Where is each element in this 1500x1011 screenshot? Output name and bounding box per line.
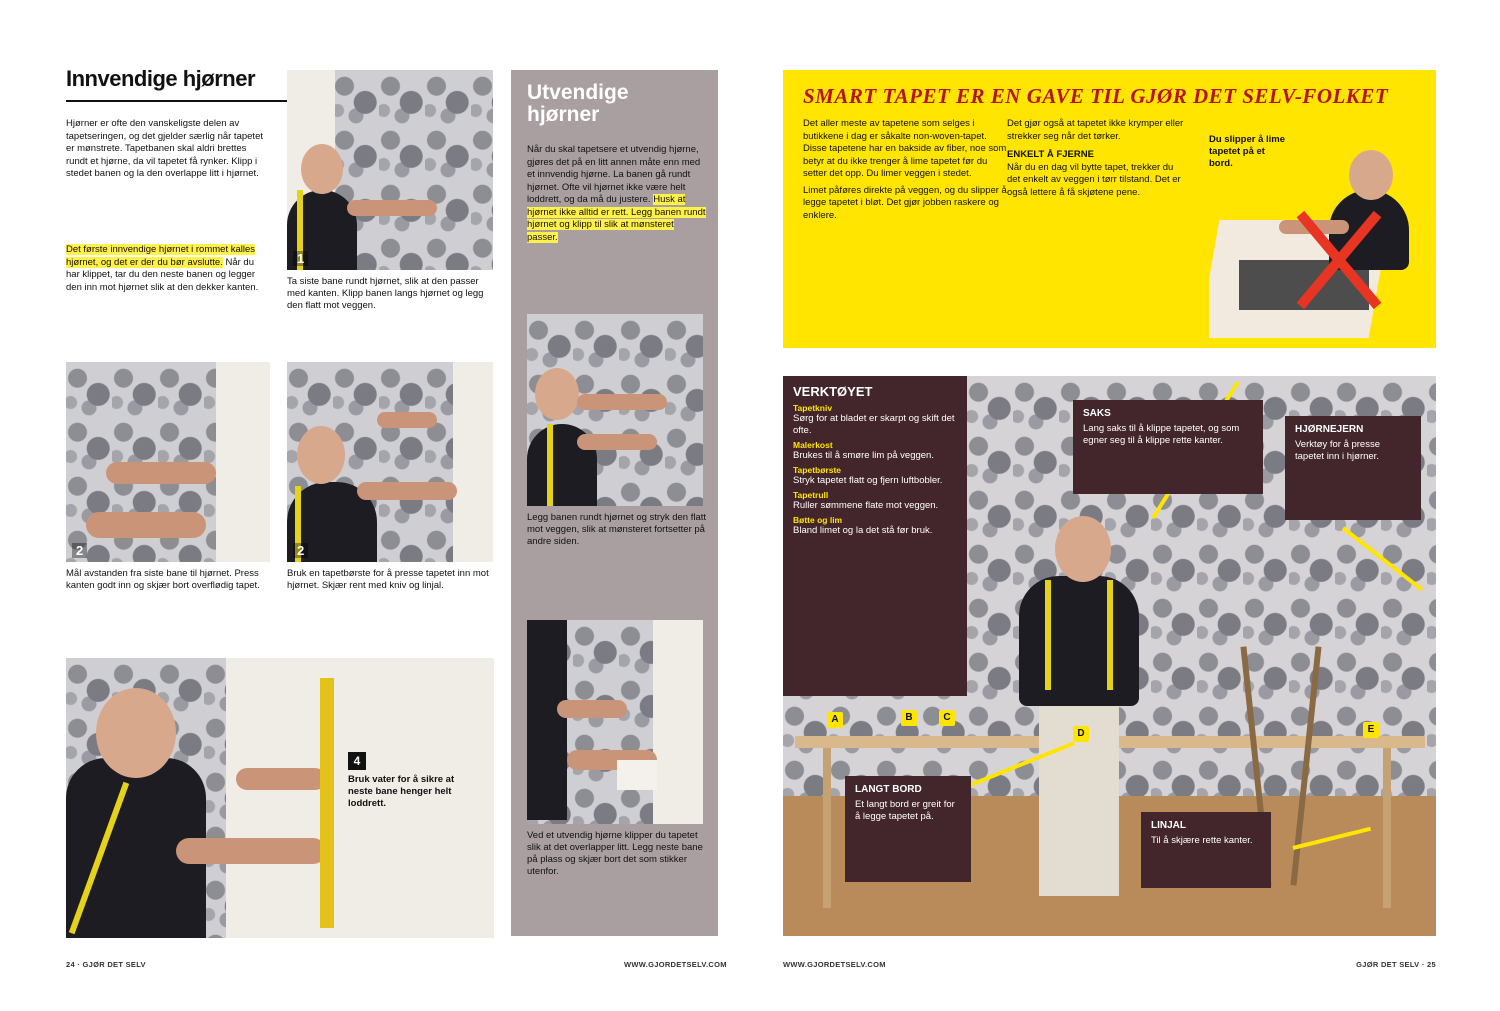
intro-paragraph: Hjørner er ofte den vanskeligste delen av tapetseringen, og det gjelder særlig når tapetet er mønstrete. Tapetbanen skal aldri brettes rundt et hjørne, da vil tapetet få rynker. Klipp i stedet banen og la den overlappe litt i hjørnet. [66, 118, 263, 179]
long-table-text: Et langt bord er greit for å legge tapetet på. [855, 799, 955, 822]
corner-tool-box [1285, 416, 1421, 520]
outside-caption-2: Ved et utvendig hjørne klipper du tapetet slik at det overlapper litt. Legg neste bane på plass og skjær bort det som stikker utenfor. [527, 830, 703, 877]
step2a-number: 2 [72, 543, 87, 558]
tool-desc: Bland limet og la det stå før bruk. [793, 525, 933, 536]
outside-corners-title: Utvendige hjørner [527, 81, 629, 126]
outside-caption-1: Legg banen rundt hjørnet og stryk den flatt mot veggen, slik at mønsteret fortsetter på andre siden. [527, 512, 707, 547]
yellow-col2-subhead: ENKELT Å FJERNE [1007, 149, 1094, 160]
yellow-col1-para2: Limet påføres direkte på veggen, og du slipper å legge tapetet i bløt. Det gjør jobben raskere og enklere. [803, 184, 1007, 221]
step4-number: 4 [348, 752, 366, 770]
step4-caption: Bruk vater for å sikre at neste bane henger helt loddrett. [348, 774, 455, 809]
intro-highlight: Det første innvendige hjørnet i rommet kalles hjørnet, og det er der du bør avslutte. [66, 244, 256, 268]
tool-name: Tapetrull [793, 490, 829, 500]
step1-photo [287, 70, 493, 270]
ruler-box [1141, 812, 1271, 888]
right-footer-left: WWW.GJORDETSELV.COM [783, 960, 886, 969]
yellow-col2-para2: Når du en dag vil bytte tapet, trekker du det enkelt av veggen i tørr tilstand. Det er også lettere å få skjøtene pene. [1007, 161, 1181, 198]
scissors-box [1073, 400, 1263, 494]
left-footer: 24 · GJØR DET SELV [66, 960, 146, 969]
tools-photo [783, 376, 1436, 936]
title-rule [66, 100, 288, 102]
gluing-table-photo [1209, 110, 1435, 348]
right-footer-right: GJØR DET SELV · 25 [1356, 960, 1436, 969]
long-table-title: LANGT BORD [855, 784, 922, 795]
outside-photo-1 [527, 314, 703, 506]
scissors-title: SAKS [1083, 408, 1111, 419]
step4-photo [66, 658, 494, 938]
tool-desc: Stryk tapetet flatt og fjern luftbobler. [793, 475, 943, 486]
tool-item-d [793, 490, 957, 512]
intro-tail: Når du har klippet, tar du den neste banen og legger den inn mot hjørnet slik at den dekker kanten. [66, 256, 259, 293]
step2b-caption: Bruk en tapetbørste for å presse tapetet inn mot hjørnet. Skjær rent med kniv og linjal. [287, 568, 489, 591]
yellow-col1-para1: Det aller meste av tapetene som selges i butikkene i dag er såkalte non-woven-tapet. Disse tapetene har en bakside av fiber, noe som betyr at du ikke trenger å lime tapetet før du setter det opp. Du limer veggen i stedet. [803, 118, 1007, 179]
step2a-photo [66, 362, 270, 562]
yellow-photo-caption: Du slipper å lime tapetet på et bord. [1209, 134, 1286, 169]
outside-intro-1: Når du skal tapetsere et utvendig hjørne, gjøres det på en litt annen måte enn med et innvendig hjørne. La banen gå rundt hjørnet. [527, 144, 701, 193]
corner-tool-title: HJØRNEJERN [1295, 424, 1364, 435]
outside-intro-2: Ofte vil hjørnet ikke være helt loddrett, og da må du justere. [527, 181, 686, 205]
tools-title: VERKTØYET [793, 384, 873, 399]
corner-tool-text: Verktøy for å presse tapetet inn i hjørner. [1295, 439, 1381, 462]
red-x-icon [1279, 200, 1399, 320]
scissors-text: Lang saks til å klippe tapetet, og som egner seg til å klippe rette kanter. [1083, 423, 1240, 446]
step2b-photo [287, 362, 493, 562]
tool-name: Tapetkniv [793, 403, 833, 413]
tool-name: Tapetbørste [793, 465, 842, 475]
tool-item-a [793, 403, 957, 437]
smart-wallpaper-headline: SMART TAPET ER EN GAVE TIL GJØR DET SELV-FOLKET [803, 84, 1389, 108]
outside-highlight: Husk at hjørnet ikke alltid er rett. Legg banen rundt hjørnet og klipp til slik at mønsteret passer. [527, 194, 706, 243]
tool-desc: Sørg for at bladet er skarpt og skift det ofte. [793, 413, 955, 436]
step2a-caption: Mål avstanden fra siste bane til hjørnet. Press kanten godt inn og skjær bort overflødig tapet. [66, 568, 260, 591]
tool-item-e [793, 515, 957, 537]
step2b-number: 2 [293, 543, 308, 558]
long-table-box [845, 776, 971, 882]
step1-caption: Ta siste bane rundt hjørnet, slik at den passer med kanten. Klipp banen langs hjørnet og legg den flatt mot veggen. [287, 276, 484, 311]
intro-text [66, 118, 266, 181]
step1-number: 1 [293, 251, 308, 266]
yellow-col2-para1: Det gjør også at tapetet ikke krymper eller strekker seg når det tørker. [1007, 118, 1184, 142]
tool-desc: Brukes til å smøre lim på veggen. [793, 450, 934, 461]
tool-item-c [793, 465, 957, 487]
tool-item-b [793, 440, 957, 462]
tool-tag-c: C [939, 710, 955, 726]
smart-wallpaper-box [783, 70, 1436, 348]
tool-name: Bøtte og lim [793, 515, 843, 525]
ruler-title: LINJAL [1151, 820, 1186, 831]
middle-footer: WWW.GJORDETSELV.COM [624, 960, 727, 969]
yellow-col2 [1007, 118, 1187, 199]
ruler-text: Til å skjære rette kanter. [1151, 835, 1253, 846]
page-title: Innvendige hjørner [66, 66, 256, 91]
outside-photo-2 [527, 620, 703, 824]
tool-tag-a: A [827, 712, 843, 728]
tool-desc: Ruller sømmene flate mot veggen. [793, 500, 939, 511]
tool-tag-b: B [901, 710, 917, 726]
tools-list-box [783, 376, 967, 696]
tool-tag-d: D [1073, 726, 1089, 742]
outside-corners-column [511, 70, 718, 936]
yellow-col1 [803, 118, 1013, 222]
intro-highlight-block [66, 244, 266, 294]
tool-tag-e: E [1363, 722, 1379, 738]
outside-intro [527, 144, 707, 244]
tool-name: Malerkost [793, 440, 833, 450]
